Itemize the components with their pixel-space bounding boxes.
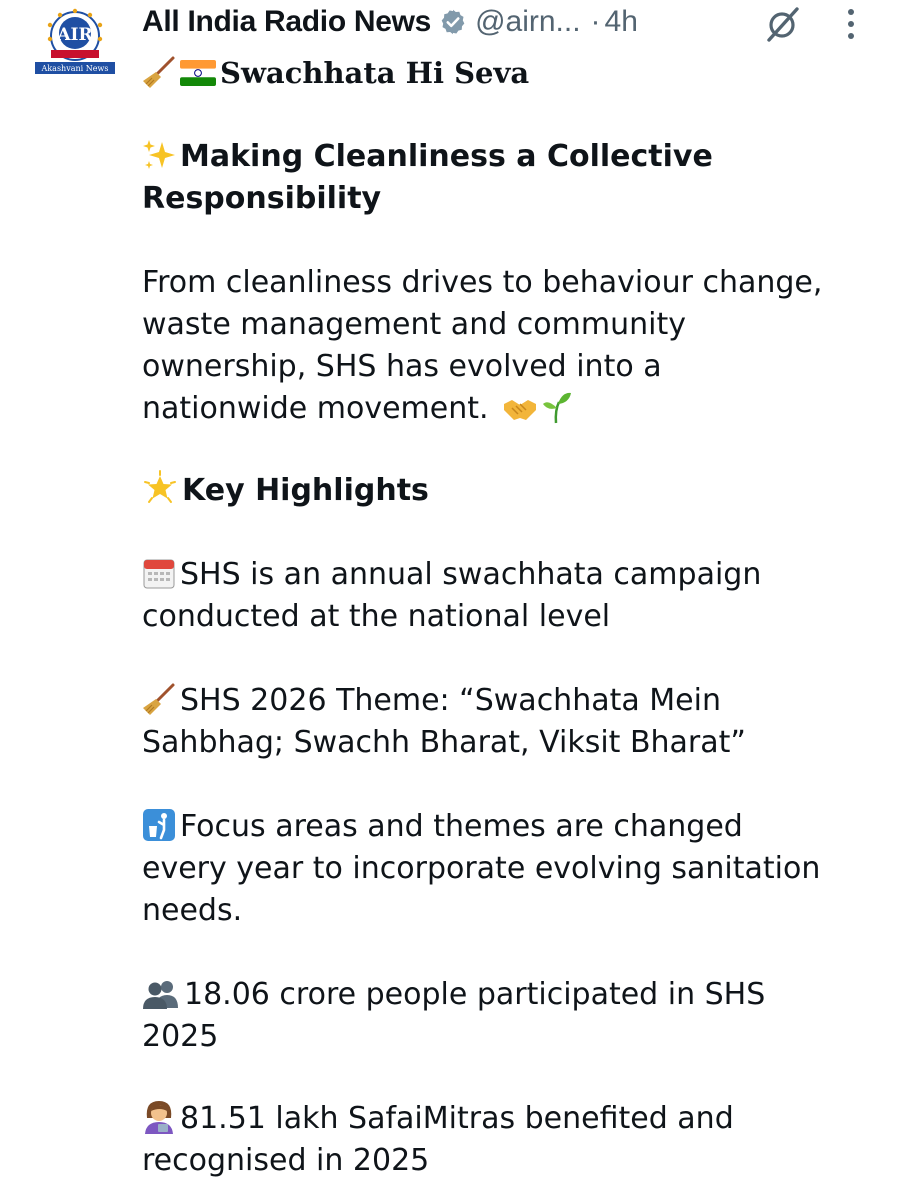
intro-line-1: From cleanliness drives to behaviour change, [142, 265, 823, 300]
broom-emoji [142, 682, 176, 716]
busts-in-silhouette-emoji [142, 978, 180, 1010]
litter-in-bin-emoji [142, 808, 176, 842]
highlight-1-line-2: conducted at the national level [142, 599, 611, 634]
handle[interactable]: @airn... [475, 5, 581, 38]
more-vertical-icon[interactable] [836, 6, 866, 42]
separator-dot: · [590, 5, 601, 38]
avatar[interactable] [34, 6, 116, 76]
highlight-2-line-1 [142, 680, 721, 722]
grok-icon[interactable] [762, 4, 802, 44]
highlight-5-text-1: 81.51 lakh SafaiMitras benefited and [180, 1101, 734, 1136]
verified-badge-icon[interactable] [439, 8, 467, 36]
highlight-3-line-1 [142, 806, 743, 848]
highlight-5-line-2: recognised in 2025 [142, 1143, 430, 1178]
heading-text-1: Making Cleanliness a Collective [180, 139, 713, 174]
highlight-1-text-1: SHS is an annual swachhata campaign [180, 557, 762, 592]
seedling-emoji [542, 390, 572, 424]
intro-line-3: ownership, SHS has evolved into a [142, 349, 662, 384]
post-title-line [142, 52, 529, 95]
highlight-2-line-2: Sahbhag; Swachh Bharat, Viksit Bharat” [142, 725, 746, 760]
highlight-2-text-1: SHS 2026 Theme: “Swachhata Mein [180, 683, 721, 718]
highlight-4-text-1: 18.06 crore people participated in SHS [184, 977, 766, 1012]
highlights-heading: Key Highlights [182, 473, 429, 508]
highlight-3-text-1: Focus areas and themes are changed [180, 809, 743, 844]
highlight-5-line-1 [142, 1098, 734, 1140]
highlight-3-line-3: needs. [142, 893, 243, 928]
intro-text-4: nationwide movement. [142, 391, 489, 426]
highlight-3-line-2: every year to incorporate evolving sanitation [142, 851, 821, 886]
post-title: Swachhata Hi Seva [220, 56, 530, 90]
highlights-heading-line [142, 470, 429, 512]
india-flag-emoji [180, 60, 216, 86]
handshake-emoji [502, 394, 538, 424]
highlight-4-line-2: 2025 [142, 1019, 219, 1054]
woman-emoji [142, 1098, 176, 1134]
broom-emoji [142, 55, 176, 89]
heading-line-2: Responsibility [142, 181, 382, 216]
logo-text: AIR [57, 25, 93, 45]
highlight-4-line-1 [142, 974, 765, 1016]
sparkles-emoji [142, 138, 176, 172]
heading-line-1 [142, 136, 713, 178]
calendar-emoji [142, 556, 176, 590]
timestamp[interactable]: 4h [604, 5, 638, 38]
glowing-star-emoji [142, 470, 178, 506]
display-name[interactable]: All India Radio News [142, 5, 432, 38]
logo-caption: Akashvani News [41, 64, 109, 73]
intro-line-4 [142, 388, 576, 430]
highlight-1-line-1 [142, 554, 761, 596]
intro-line-2: waste management and community [142, 307, 686, 342]
